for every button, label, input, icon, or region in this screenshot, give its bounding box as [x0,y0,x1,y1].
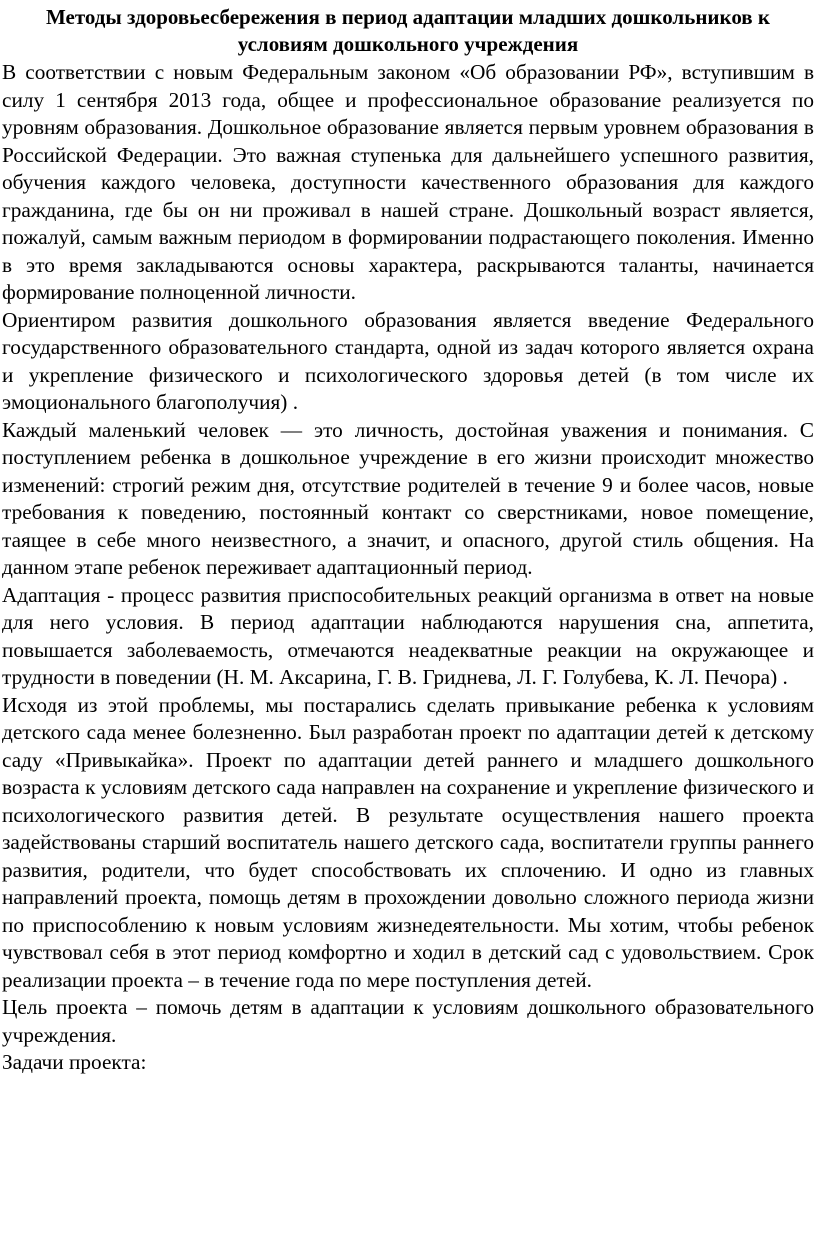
paragraph-fgos: Ориентиром развития дошкольного образования является введение Федерального государственного образовательного стандарта, одной из задач которого является охрана и укрепление физического и психологического здоровья детей (в том числе их эмоционального благополучия) . [2,307,814,414]
paragraph-goal: Цель проекта – помочь детям в адаптации к условиям дошкольного образовательного учреждения. [2,995,814,1047]
paragraph-adaptation: Адаптация - процесс развития приспособительных реакций организма в ответ на новые для него условия. В период адаптации наблюдаются нарушения сна, аппетита, повышается заболеваемость, отмечаются неадекватные реакции на окружающее и трудности в поведении (Н. М. Аксарина, Г. В. Гриднева, Л. Г. Голубева, К. Л. Печора) . [2,582,814,689]
paragraph-child: Каждый маленький человек — это личность, достойная уважения и понимания. С поступлением ребенка в дошкольное учреждение в его жизни происходит множество изменений: строгий режим дня, отсутствие родителей в течение 9 и более часов, новые требования к поведению, постоянный контакт со сверстниками, новое помещение, таящее в себе много неизвестного, а значит, и опасного, другой стиль общения. На данном этапе ребенок переживает адаптационный период. [2,417,814,579]
paragraph-tasks-heading: Задачи проекта: [2,1050,147,1074]
paragraph-project: Исходя из этой проблемы, мы постарались сделать привыкание ребенка к условиям детского сада менее болезненно. Был разработан проект по адаптации детей к детскому саду «Привыкайка». Проект по адаптации детей раннего и младшего дошкольного возраста к условиям детского сада направлен на сохранение и укрепление физического и психологического развития детей. В результате осуществления нашего проекта задействованы старший воспитатель нашего детского сада, воспитатели группы раннего развития, родители, что будет способствовать их сплочению. И одно из главных направлений проекта, помощь детям в прохождении довольно сложного периода жизни по приспособлению к новым условиям жизнедеятельности. Мы хотим, чтобы ребенок чувствовал себя в этот период комфортно и ходил в детский сад с удовольствием. Срок реализации проекта – в течение года по мере поступления детей. [2,692,814,992]
document-title: Методы здоровьесбережения в период адаптации младших дошкольников к условиям дошкольного учреждения [45,5,771,56]
paragraph-law: В соответствии с новым Федеральным законом «Об образовании РФ», вступившим в силу 1 сентября 2013 года, общее и профессиональное образование реализуется по уровням образования. Дошкольное образование является первым уровнем образования в Российской Федерации. Это важная ступенька для дальнейшего успешного развития, обучения каждого человека, доступности качественного образования для каждого гражданина, где бы он ни проживал в нашей стране. Дошкольный возраст является, пожалуй, самым важным периодом в формировании подрастающего поколения. Именно в это время закладываются основы характера, раскрываются таланты, начинается формирование полноценной личности. [2,60,814,304]
